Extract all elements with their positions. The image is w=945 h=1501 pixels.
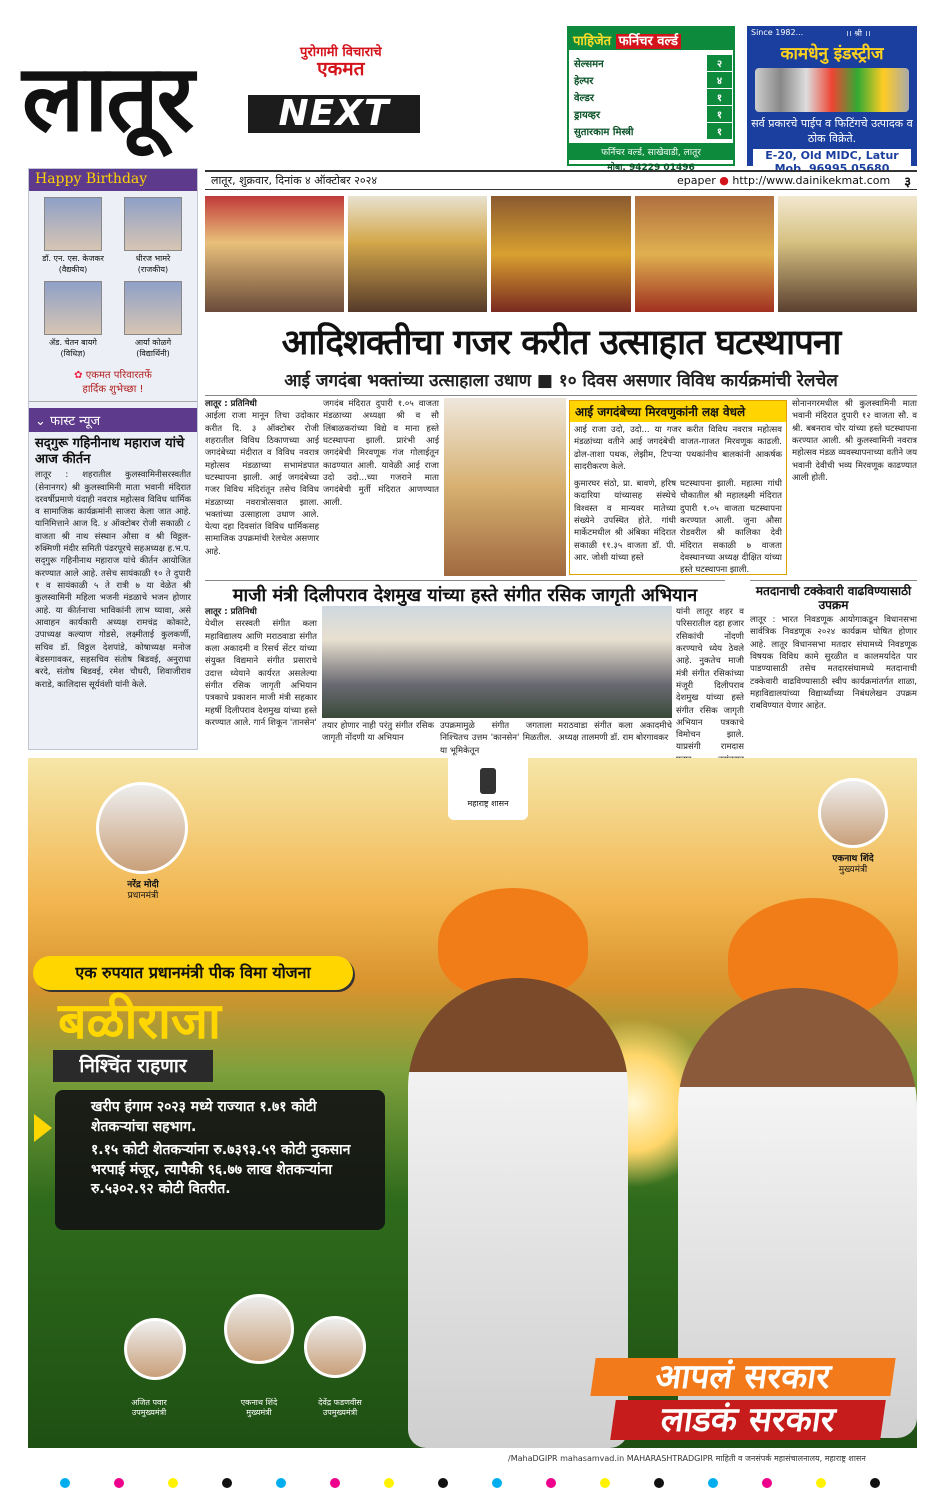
ad-phone: मोबा. 94229 01496 xyxy=(607,163,695,173)
ad-address-line: E-20, Old MIDC, Latur xyxy=(765,149,899,162)
print-registration-marks xyxy=(60,1478,880,1488)
pipes-image xyxy=(755,68,909,112)
ad-since: Since 1982... xyxy=(751,28,804,37)
reg-dot xyxy=(168,1478,178,1488)
brand-name: एकमत xyxy=(317,57,365,80)
reg-dot xyxy=(546,1478,556,1488)
globe-icon: ● xyxy=(719,174,729,187)
ad-wanted: पाहिजेत xyxy=(573,34,612,49)
lead-photos xyxy=(205,196,917,312)
slogan-2: लाडकं सरकार xyxy=(610,1400,886,1440)
ad-address: फर्निचर वर्ल्ड, साखेवाडी, लातूर xyxy=(601,148,701,158)
person-name: धीरज भामरे xyxy=(135,254,171,263)
photo-crowd-2 xyxy=(348,196,487,312)
fast-news-body: लातूर : शहरातील कुलस्वामिनीसरस्वतीत (सेनानगर) श्री कुलस्वामिनी माता भवानी मंदिरात दरवर्षीप्रमाणे यंदाही नवरात्र महोत्सव विविध धार्मिक व सामाजिक कार्यक्रमांनी साजरा केला जात आहे. यानिमित्ताने आज दि. ४ ऑक्टोबर रोजी सकाळी ८ वाजता श्री नाथ संस्थान औसा व श्री विठ्ठल-रुक्मिणी मंदीर समिती पंढरपूरचे सहअध्यक्ष ह.भ.प. सद्‌गुरू गहिनीनाथ महाराज यांचे कीर्तन आयोजित करण्यात आले आहे. तसेच सायंकाळी १० ते दुपारी १ व सायंकाळी ५ ते रात्री ७ या वेळेत श्री कुलस्वामिनी महिला भजनी मंडळाचे भजन होणार आहे. या कीर्तनाचा भाविकांनी लाभ घ्यावा, असे आवाहन कार्यकारी अध्यक्ष रामचंद्र कोकाटे, उपाध्यक्ष कल्याण गोडसे, लक्ष्मीताई कुलकर्णी, सचिव डॉ. विठ्ठल देशपांडे, कोषाध्यक्ष मनोज बेडसगावकर, सहसचिव संतोष बिडवई, अनुराधा बरदे, संतोष बिडवई, रमेश चौधरी, शिवाजीराव कराडे, कालिदास सूर्यवंशी यांनी केले. xyxy=(35,470,191,690)
furniture-ad-address xyxy=(569,143,733,160)
photo-devotees xyxy=(778,196,917,312)
reg-dot xyxy=(330,1478,340,1488)
person-role: (विधिज्ञ) xyxy=(60,349,86,358)
story2-col-4: यांनी लातूर शहर व परिसरातील दहा हजार रसिकांची नोंदणी करण्याचे ध्येय ठेवले आहे. नुकतेच माजी मंत्री संगीत रसिकांच्या मंजूरी दिलीपराव देशमुख यांच्या हस्ते संगीत रसिक जागृती अभियान पत्रकाचे विमोचन झाले. याप्रसंगी रामदास xyxy=(676,607,744,753)
lead-col-2: जगदंब मंदिरात दुपारी १.०५ वाजता मंडळाच्या अध्यक्षा श्री व सौ लिंबाळकरांच्या विद्ये व माना हस्ते घटस्थापना झाली. प्रारंभी आई जगदंबेची मिरवणूक गंज गोलाईतून काढण्यात आली. यावेळी आई राजा उदो उदो...च्या गजराने माता जगदंबेची मुर्ती मंदिरात आणण्यात आली. xyxy=(323,399,439,508)
job-role: सुतारकाम मिस्त्री xyxy=(574,127,634,138)
person-name: ॲड. चेतन बायगे xyxy=(49,338,97,347)
leader-name: अजित पवार xyxy=(131,1398,167,1407)
kamdhenu-ad xyxy=(747,26,917,175)
birthday-header: Happy Birthday xyxy=(29,169,197,191)
next-logo: NEXT xyxy=(248,95,420,133)
leader-photo-2 xyxy=(224,1294,294,1364)
reg-dot xyxy=(114,1478,124,1488)
birthday-person xyxy=(113,197,193,275)
cm-name: एकनाथ शिंदे xyxy=(832,854,874,864)
job-row xyxy=(569,55,733,72)
leader-name: देवेंद्र फडणवीस xyxy=(318,1398,362,1407)
birthday-grid xyxy=(29,191,197,365)
arrow-icon xyxy=(34,1114,52,1142)
leader-role: उपमुख्यमंत्री xyxy=(131,1407,167,1417)
tagline-text: पुरोगामी विचाराचे xyxy=(300,45,382,60)
masthead-tagline xyxy=(300,46,382,80)
emblem-label: महाराष्ट्र शासन xyxy=(467,799,509,808)
ad-footer: /MahaDGIPR mahasamvad.in MAHARASHTRADGIPR माहिती व जनसंपर्क महासंचालनालय, महाराष्ट्र शासन xyxy=(28,1448,917,1470)
lead-box xyxy=(569,400,787,575)
wish-line2: हार्दिक शुभेच्छा ! xyxy=(82,384,144,395)
dateline-bar xyxy=(205,170,917,190)
fast-news-header xyxy=(29,408,197,432)
ad-mobile: Mob. 96995 05680 xyxy=(774,162,890,175)
emblem xyxy=(448,758,528,820)
job-role: सेल्समन xyxy=(574,59,604,70)
cm-role: मुख्यमंत्री xyxy=(838,864,868,875)
person-photo xyxy=(44,197,102,251)
page-number: ३ xyxy=(904,174,911,190)
photo-release xyxy=(322,606,672,718)
person-photo xyxy=(124,197,182,251)
leader-role: उपमुख्यमंत्री xyxy=(322,1407,358,1417)
reg-dot xyxy=(276,1478,286,1488)
reg-dot xyxy=(384,1478,394,1488)
leader-name: एकनाथ शिंदे xyxy=(240,1398,278,1407)
ad-title: कामधेनु इंडस्ट्रीज xyxy=(780,44,884,64)
job-row xyxy=(569,123,733,140)
leader-caption-3 xyxy=(290,1398,390,1417)
ad-subtitle: निश्चिंत राहणार xyxy=(53,1050,213,1082)
job-row xyxy=(569,106,733,123)
leader-role: मुख्यमंत्री xyxy=(246,1407,272,1417)
story2-cap-3: मराठवाडा संगीत कला अकादमीचे अध्यक्ष तालमणी डॉ. राम बोरगावकर xyxy=(558,721,672,744)
lead-box-title: आई जगदंबेच्या मिरवणुकांनी लक्ष वेधले xyxy=(570,401,786,422)
photo-goddess xyxy=(491,196,630,312)
sidebar xyxy=(28,168,198,750)
job-row xyxy=(569,72,733,89)
leader-photo-3 xyxy=(304,1316,366,1378)
bouquet-icon: ✿ xyxy=(74,370,83,381)
reg-dot xyxy=(600,1478,610,1488)
birthday-wish xyxy=(29,365,197,402)
photo-temple xyxy=(635,196,774,312)
job-count: २ xyxy=(707,55,733,72)
ad-brand: फर्निचर वर्ल्ड xyxy=(616,34,681,49)
reg-dot xyxy=(762,1478,772,1488)
wish-line1: एकमत परिवारतर्फे xyxy=(85,370,152,381)
lead-subhead: आई जगदंबा भक्तांच्या उत्साहाला उधाण ■ १० दिवस असणार विविध कार्यक्रमांची रेलचेल xyxy=(205,368,917,396)
reg-dot xyxy=(60,1478,70,1488)
reg-dot xyxy=(492,1478,502,1488)
issue-date: लातूर, शुक्रवार, दिनांक ४ ऑक्टोबर २०२४ xyxy=(211,174,378,187)
ad-info-2: १.१५ कोटी शेतकऱ्यांना रु.७३९३.५९ कोटी नुकसान भरपाई मंजूर, त्यापैकी ९६.७७ लाख शेतकऱ्यांना रु.५३०२.९२ कोटी वितरीत. xyxy=(91,1142,351,1198)
lead-col-1 xyxy=(205,398,319,576)
leader-caption-1 xyxy=(104,1398,194,1417)
pm-photo xyxy=(96,782,188,874)
pm-role: प्रधानमंत्री xyxy=(127,890,159,901)
job-count: १ xyxy=(707,106,733,123)
job-count: १ xyxy=(707,123,733,140)
story2-headline: माजी मंत्री दिलीपराव देशमुख यांच्या हस्ते संगीत रसिक जागृती अभियान xyxy=(205,580,725,631)
ad-info-1: खरीप हंगाम २०२३ मध्ये राज्यात १.७१ कोटी शेतकऱ्यांचा सहभाग. xyxy=(91,1099,317,1135)
job-count: ४ xyxy=(707,72,733,89)
chevron-down-icon: ⌄ xyxy=(35,414,46,429)
reg-dot xyxy=(816,1478,826,1488)
epaper-label: epaper xyxy=(677,174,716,187)
lead-headline: आदिशक्तीचा गजर करीत उत्साहात घटस्थापना xyxy=(281,323,841,363)
person-name: डॉ. एन. एस. केजकर xyxy=(42,254,104,263)
furniture-ad-header xyxy=(569,28,733,50)
person-photo xyxy=(124,281,182,335)
lead-dateline: लातूर : प्रतिनिधी xyxy=(205,399,257,409)
fast-news-headline: सद्‌गुरू गहिनीनाथ महाराज यांचे आज कीर्तन xyxy=(35,436,185,467)
story2-col1-text: येथील सरस्वती संगीत कला महाविद्यालय आणि मराठवाडा संगीत कला अकादमी व रिसर्च सेंटर यांच्या संयुक्त विद्यमाने संगीत प्रसाराचे उदात्त ध्येयाने कार्यरत असलेल्या संगीत रसिक जागृती अभियान पत्रकाचे प्रकाशन माजी मंत्री सहकार महर्षी दिलीपराव देशमुख यांच्या हस्ते करण्यात आले. गार्न शिकून 'तानसेन' xyxy=(205,619,317,728)
reg-dot xyxy=(870,1478,880,1488)
reg-dot xyxy=(222,1478,232,1488)
pm-name: नरेंद्र मोदी xyxy=(127,880,159,890)
job-row xyxy=(569,89,733,106)
person-photo xyxy=(44,281,102,335)
job-role: ड्रायव्हर xyxy=(574,110,601,121)
leader-photo-1 xyxy=(124,1318,186,1380)
reg-dot xyxy=(654,1478,664,1488)
person-role: (वैद्यकीय) xyxy=(58,265,88,274)
birthday-person xyxy=(113,281,193,359)
scheme-banner: एक रुपयात प्रधानमंत्री पीक विमा योजना xyxy=(33,956,353,990)
lead-col-5: सोनानगरमधील श्री कुलस्वामिनी माता भवानी मंदिरात दुपारी १२ वाजता सौ. व श्री. बबनराव चोर यांच्या हस्ते घटस्थापना करण्यात आली. श्री कुलस्वामिनी नवरात्र महोत्सव मंडळ व्यवस्थापनाच्या वतीने जय भवानी देवीची भव्य मिरवणूक काढण्यात आली होती. xyxy=(792,399,917,483)
cm-photo xyxy=(818,778,888,848)
reg-dot xyxy=(438,1478,448,1488)
ad-shri: ।। श्री ।। xyxy=(845,29,871,38)
slogan-1: आपलं सरकार xyxy=(590,1358,895,1396)
furniture-ad xyxy=(567,26,735,173)
lead-col1-text: आईला राजा मानून तिचा उदोकार करीत दि. ३ ऑक्टोबर रोजी शहरातील विविध ठिकाणच्या आई जगदंबेच्या मंदीरात व विविध नवरात्र महोत्सव मंडळाच्या सभामंडपात घटस्थापना झाली. आई जगदंबेच्या गजर विविध मंदिरांतून तसेच विविध मंडळाच्या नवरात्रोत्सवात झाला. भक्तांच्या उत्साहाला उधाण आले. येत्या दहा दिवसांत विविध धार्मिकसह सामाजिक उपक्रमांची रेलचेल असणार आहे. xyxy=(205,411,319,557)
ad-desc: सर्व प्रकारचे पाईप व फिटिंगचे उत्पादक व ठोक विक्रेते. xyxy=(751,117,913,145)
birthday-person xyxy=(33,197,113,275)
side-story-text: लातूर : भारत निवडणूक आयोगाकडून विधानसभा सार्वत्रिक निवडणूक २०२४ कार्यक्रम घोषित होणार आहे. लातूर विधानसभा मतदार संघामध्ये निवडणूक विषयक विविध कामे सुरळीत व कालमर्यादेत पार पाडण्यासाठी तसेच मतदारसंघामध्ये मतदानाची टक्केवारी वाढविण्यासाठी स्वीप कार्यक्रमांतर्गत शाळा, महाविद्यालयांच्या विद्यार्थ्यांच्या निबंधलेखन उपक्रम राबविण्यात येणार आहेत. xyxy=(750,615,917,712)
pm-caption xyxy=(68,880,218,902)
cm-caption xyxy=(798,854,908,876)
photo-crowd xyxy=(205,196,344,312)
ad-info-box xyxy=(55,1090,385,1230)
job-count: १ xyxy=(707,89,733,106)
masthead-title: लातूर xyxy=(22,44,193,152)
emblem-icon xyxy=(480,768,496,794)
job-role: हेल्पर xyxy=(574,76,594,87)
ad-big-title: बळीराजा xyxy=(58,992,221,1050)
site-url[interactable]: http://www.dainikekmat.com xyxy=(732,174,891,187)
photo-devi-idol xyxy=(444,398,566,576)
person-name: आर्या कोळगे xyxy=(134,338,172,347)
person-role: (राजकीय) xyxy=(137,265,169,274)
lead-col-3: कुमारघर संठो, प्रा. बावणे, हरिष कदारिया यांच्यासह संस्थेचे विश्वस्त व मान्यवर मातेच्या संख्येने उपस्थित होते. गांधी मार्केटमधील श्री अंबिका मंदिरात सकाळी ११.३५ वाजता डॉ. पी. आर. जोशी यांच्या हस्ते xyxy=(574,479,676,563)
person-role: (विद्यार्थिनी) xyxy=(136,349,170,358)
story2-col-1 xyxy=(205,606,317,744)
govt-ad xyxy=(28,758,917,1470)
side-headline: मतदानाची टक्केवारी वाढविण्यासाठी उपक्रम xyxy=(750,580,917,613)
story2-cap-1: तयार होणार नाही परंतु संगीत रसिक जागृती नोंदणी या अभियान xyxy=(322,721,434,744)
job-table xyxy=(569,54,733,140)
lead-box-text: आई राजा उदो, उदो... या गजर करीत विविध नवरात्र महोत्सव मंडळांच्या वतीने आई जगदंबेची वाजत-गाजत मिरवणूक काढली. ढोल-ताशा पथक, लेझीम, टिपऱ्या पथकांनीच बालकांनी आकर्षक सादरीकरण केले. xyxy=(574,425,782,472)
lead-col-4: घटस्थापना झाली. महात्मा गांधी चौकातील श्री महालक्ष्मी मंदिरात दुपारी १.०५ वाजता घटस्थापना करण्यात आली. जुना औसा रोडवरील श्री कालिका देवी मंदिरात सकाळी ७ वाजता देवस्थानच्या अध्यक्ष दीक्षित यांच्या हस्ते घटस्थापना झाली. xyxy=(680,479,782,576)
birthday-person xyxy=(33,281,113,359)
reg-dot xyxy=(708,1478,718,1488)
job-role: वेल्डर xyxy=(574,93,594,104)
fast-news-label: फास्ट न्यूज xyxy=(50,414,101,429)
story2-dateline: लातूर : प्रतिनिधी xyxy=(205,607,257,617)
story2-cap-2: उपक्रमामुळे संगीत जगताला निश्चितच उत्तम 'कानसेन' मिळतील. या भूमिकेतून xyxy=(440,721,552,756)
